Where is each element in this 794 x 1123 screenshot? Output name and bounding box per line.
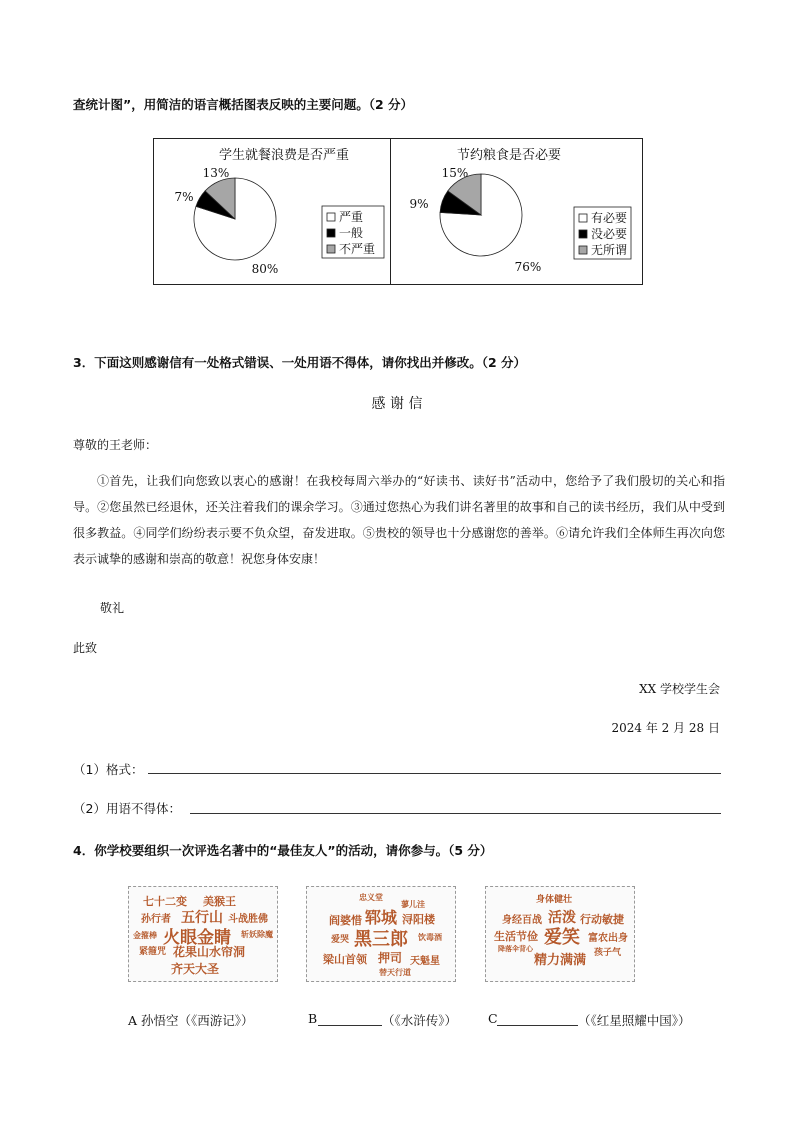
letter-title: 感 谢 信 <box>371 396 423 412</box>
cloud-word: 饮毒酒 <box>418 933 442 942</box>
letter-body: ①首先，让我们向您致以衷心的感谢！在我校每周六举办的“好读书、读好书”活动中，您给予了我们殷切的关心和指导。②您虽然已经退休，还关注着我们的课余学习。③通过您热心为我们讲名著里的故事和自己的读书经历，我们从中受到很多教益。④同学们纷纷表示要不负众望，奋发进取。⑤贵校的领导也十分感谢您的善举。⑥请允许我们全体师生再次向您表示诚挚的感谢和崇高的敬意！祝您身体安康！ <box>73 474 725 566</box>
cloud-word: 阎婆惜 <box>329 914 362 927</box>
letter-salutation: 尊敬的王老师： <box>73 438 158 452</box>
option-c-prefix: C <box>488 1011 498 1026</box>
cloud-word: 七十二变 <box>143 895 187 908</box>
pie-value-label: 13% <box>202 166 230 180</box>
answer-2-line[interactable] <box>190 813 721 814</box>
pie-value-label: 9% <box>409 197 429 211</box>
question-4-prompt: 4．你学校要组织一次评选名著中的“最佳友人”的活动，请你参与。（5 分） <box>73 843 493 858</box>
legend-swatch <box>327 213 335 221</box>
legend-label: 不严重 <box>339 242 376 256</box>
word-cloud-b <box>306 886 456 982</box>
pie-value-label: 76% <box>514 260 542 274</box>
cloud-word: 忠义堂 <box>359 893 383 902</box>
cloud-word: 蓼儿洼 <box>401 900 425 909</box>
cloud-word: 精力满满 <box>534 953 587 968</box>
cloud-word: 爱笑 <box>544 927 580 948</box>
cloud-word: 花果山水帘洞 <box>173 945 246 959</box>
cloud-word: 梁山首领 <box>323 953 367 966</box>
pie-chart-necessity <box>391 139 642 284</box>
legend-label: 有必要 <box>591 211 628 225</box>
cloud-word: 替天行道 <box>379 968 411 977</box>
answer-1-line[interactable] <box>148 773 721 774</box>
cloud-word: 押司 <box>378 951 403 965</box>
cloud-word: 身体健壮 <box>536 895 573 905</box>
option-b-blank[interactable] <box>318 1025 382 1026</box>
legend-swatch <box>327 245 335 253</box>
cloud-word: 斗战胜佛 <box>228 914 268 925</box>
legend-swatch <box>579 230 587 238</box>
pie-chart-waste <box>154 139 390 284</box>
option-c-blank[interactable] <box>497 1025 578 1026</box>
legend-swatch <box>327 229 335 237</box>
option-b-prefix: B <box>308 1011 318 1026</box>
pie-value-label: 80% <box>251 262 279 276</box>
pie-chart-necessity-svg <box>391 139 642 284</box>
letter-date: 2024 年 2 月 28 日 <box>611 721 720 735</box>
legend-label: 无所谓 <box>591 243 628 257</box>
pie-charts-figure <box>153 138 643 285</box>
cloud-word: 爱哭 <box>331 935 350 945</box>
question-2-tail: 查统计图”，用简洁的语言概括图表反映的主要问题。（2 分） <box>73 97 414 112</box>
cloud-word: 行动敏捷 <box>580 913 624 926</box>
cloud-word: 浔阳楼 <box>402 913 435 926</box>
word-cloud-a <box>128 886 278 982</box>
pie-title: 学生就餐浪费是否严重 <box>218 148 350 163</box>
cloud-word: 活泼 <box>548 910 576 926</box>
cloud-word: 孩子气 <box>594 948 622 958</box>
legend-label: 严重 <box>339 210 364 224</box>
cloud-word: 美猴王 <box>203 895 236 908</box>
cloud-word: 生活节俭 <box>494 930 538 943</box>
option-c-suffix: （《红星照耀中国》） <box>578 1013 691 1028</box>
legend-swatch <box>579 246 587 254</box>
legend-label: 没必要 <box>591 227 628 241</box>
legend-label: 一般 <box>339 226 364 240</box>
word-cloud-c <box>485 886 635 982</box>
cloud-word: 天魁星 <box>410 956 440 967</box>
cloud-word: 金箍棒 <box>133 931 157 940</box>
cloud-word: 黑三郎 <box>354 929 408 950</box>
answer-2-label: （2）用语不得体： <box>73 801 181 816</box>
pie-chart-waste-svg <box>154 139 390 284</box>
cloud-word: 齐天大圣 <box>171 962 220 976</box>
cloud-word: 火眼金睛 <box>163 928 231 948</box>
cloud-word: 斩妖除魔 <box>241 930 273 939</box>
question-3-prompt: 3．下面这则感谢信有一处格式错误、一处用语不得体，请你找出并修改。（2 分） <box>73 355 526 370</box>
letter-signature: XX 学校学生会 <box>639 682 720 696</box>
cloud-word: 郓城 <box>365 908 398 927</box>
letter-closing-salute: 敬礼 <box>100 601 125 615</box>
legend-swatch <box>579 214 587 222</box>
option-b-suffix: （《水浒传》） <box>382 1013 458 1028</box>
letter-closing-respect: 此致 <box>73 641 98 655</box>
cloud-word: 富农出身 <box>588 933 628 944</box>
answer-1-label: （1）格式： <box>73 762 144 777</box>
cloud-word: 紧箍咒 <box>139 947 167 957</box>
pie-title: 节约粮食是否必要 <box>456 148 562 163</box>
cloud-word: 五行山 <box>181 910 223 926</box>
option-a: A 孙悟空（《西游记》） <box>128 1013 254 1028</box>
cloud-word: 身经百战 <box>502 915 542 926</box>
pie-value-label: 15% <box>441 166 469 180</box>
cloud-word: 降落伞背心 <box>498 945 533 953</box>
pie-value-label: 7% <box>174 190 194 204</box>
cloud-word: 孙行者 <box>141 914 171 925</box>
